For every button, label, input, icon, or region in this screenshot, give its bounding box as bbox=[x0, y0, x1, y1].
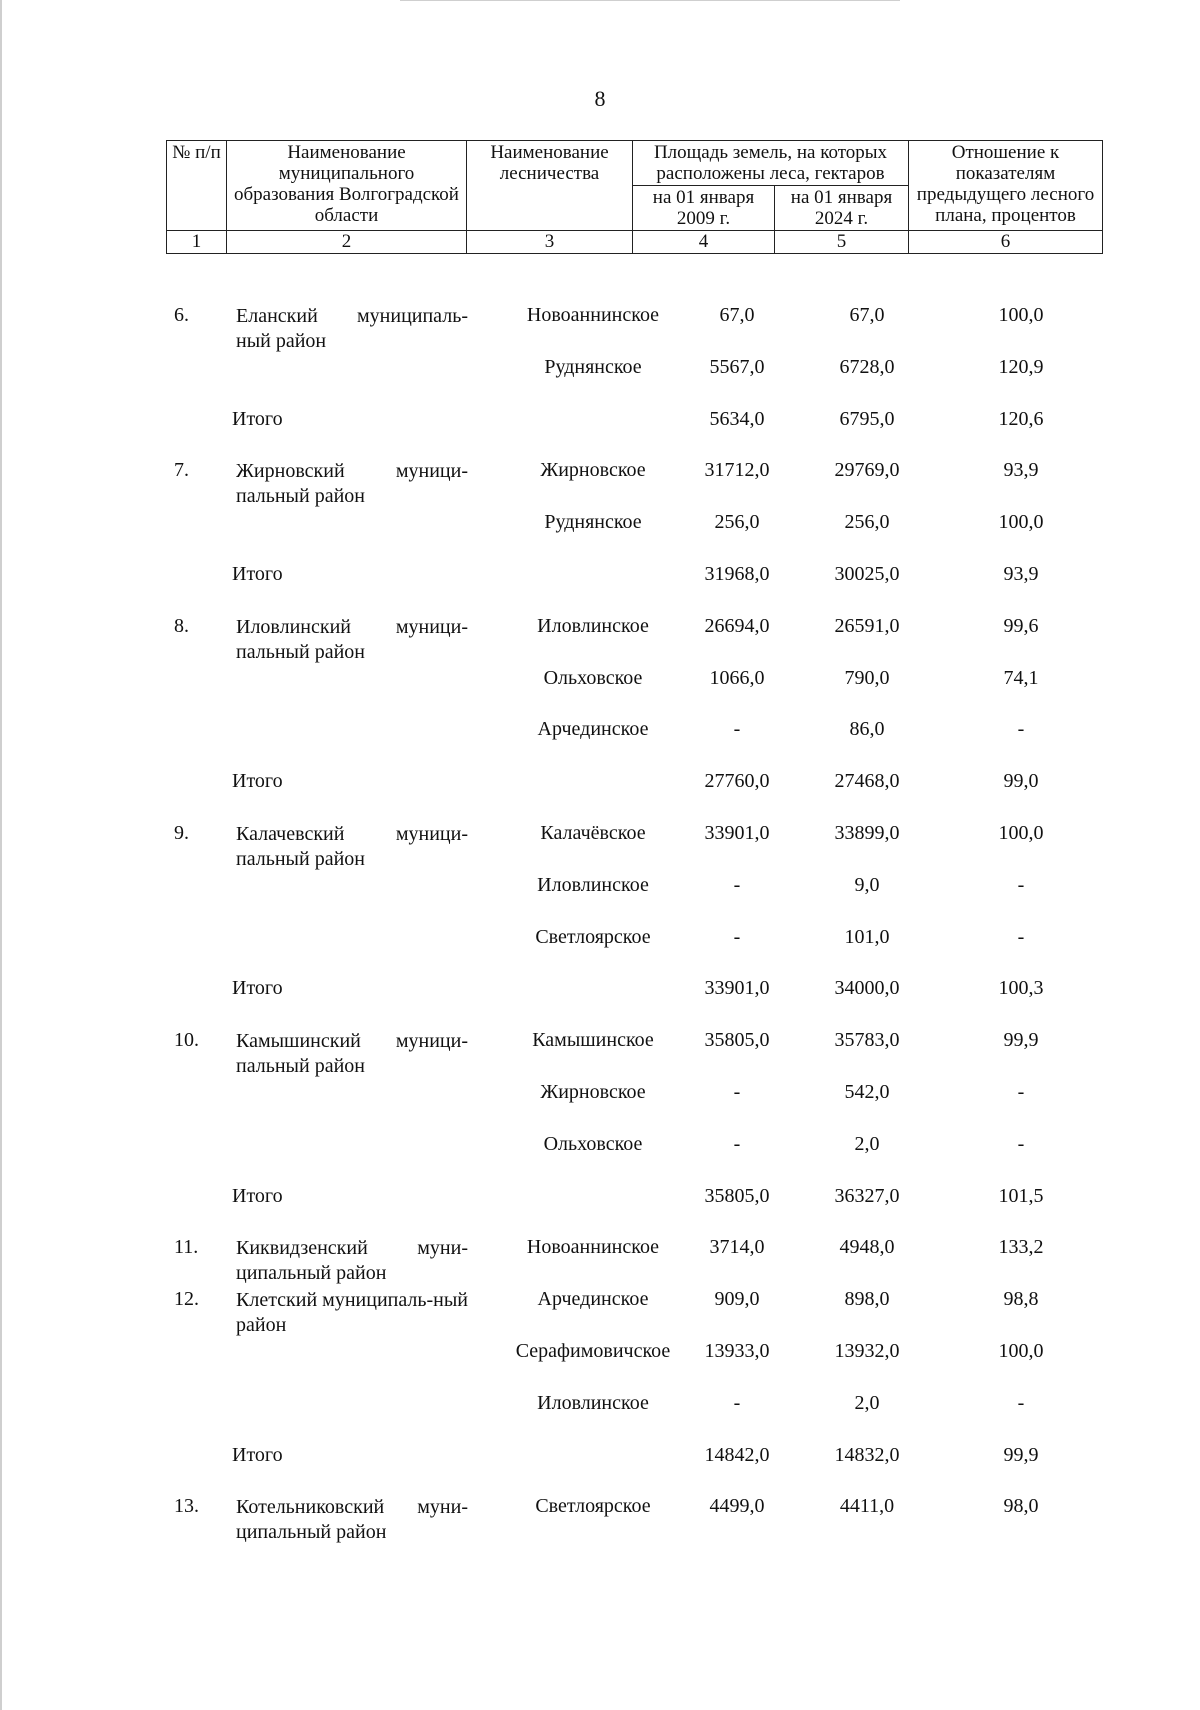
row-number: 6. bbox=[174, 304, 189, 326]
total-label: Итого bbox=[232, 977, 283, 1000]
forestry-name: Ольховское bbox=[543, 666, 643, 689]
table-row bbox=[166, 603, 1102, 663]
area-2009: 27760,0 bbox=[704, 770, 770, 793]
area-2024: 29769,0 bbox=[834, 459, 900, 482]
area-2009: 4499,0 bbox=[709, 1495, 765, 1518]
header-ratio: Отношение к показателям предыдущего лесного плана, процентов bbox=[909, 141, 1103, 231]
area-2024: 33899,0 bbox=[834, 821, 900, 844]
table-row bbox=[166, 1328, 1102, 1380]
forestry-name: Арчединское bbox=[537, 1288, 649, 1311]
ratio-percent: - bbox=[1017, 1391, 1025, 1414]
ratio-percent: 120,6 bbox=[998, 407, 1044, 430]
area-2024: 27468,0 bbox=[834, 770, 900, 793]
header-area: Площадь земель, на которых расположены леса, гектаров bbox=[633, 141, 909, 186]
forestry-name: Светлоярское bbox=[535, 925, 651, 948]
column-index: 1 bbox=[167, 231, 227, 254]
municipality-name: Еланский муниципаль-ный район bbox=[236, 305, 468, 352]
table-header bbox=[166, 140, 1103, 254]
area-2009: 33901,0 bbox=[704, 977, 770, 1000]
table-row bbox=[166, 1224, 1102, 1285]
municipality-name: Камышинский муници-пальный район bbox=[236, 1030, 468, 1078]
area-2009: - bbox=[733, 1391, 741, 1414]
forestry-name: Новоаннинское bbox=[526, 304, 660, 326]
forestry-name: Руднянское bbox=[544, 355, 642, 378]
table-body bbox=[166, 292, 1102, 1544]
table-row bbox=[166, 1069, 1102, 1121]
forestry-name: Руднянское bbox=[544, 511, 642, 534]
table-row bbox=[166, 1017, 1102, 1078]
area-2024: 542,0 bbox=[844, 1080, 890, 1103]
row-number: 13. bbox=[174, 1495, 199, 1518]
column-index: 2 bbox=[227, 231, 467, 254]
area-2024: 86,0 bbox=[849, 718, 885, 741]
forestry-name: Серафимовичское bbox=[515, 1339, 671, 1362]
area-2009: 31968,0 bbox=[704, 562, 770, 585]
municipality-name: Калачевский муници-пальный район bbox=[236, 822, 468, 870]
table-row bbox=[166, 344, 1102, 396]
ratio-percent: 93,9 bbox=[1003, 459, 1039, 482]
header-municipality: Наименование муниципального образования Волгоградской области bbox=[227, 141, 467, 231]
table-row-total bbox=[166, 551, 1102, 603]
area-2024: 35783,0 bbox=[834, 1029, 900, 1052]
row-number: 9. bbox=[174, 821, 189, 844]
ratio-percent: 100,0 bbox=[998, 304, 1044, 326]
ratio-percent: 99,9 bbox=[1003, 1443, 1039, 1466]
area-2009: - bbox=[733, 925, 741, 948]
area-2009: 13933,0 bbox=[704, 1339, 770, 1362]
area-2024: 4411,0 bbox=[839, 1495, 895, 1518]
table-row-total bbox=[166, 758, 1102, 810]
table-row bbox=[166, 810, 1102, 870]
area-2009: 67,0 bbox=[719, 304, 755, 326]
municipality-name: Киквидзенский муни-ципальный район bbox=[236, 1237, 468, 1285]
area-2009: 1066,0 bbox=[709, 666, 765, 689]
area-2009: 26694,0 bbox=[704, 614, 770, 637]
area-2024: 67,0 bbox=[849, 304, 885, 326]
ratio-percent: 74,1 bbox=[1003, 666, 1039, 689]
area-2024: 30025,0 bbox=[834, 562, 900, 585]
scan-edge-left bbox=[0, 0, 2, 1710]
ratio-percent: 100,3 bbox=[998, 977, 1044, 1000]
table-row bbox=[166, 447, 1102, 508]
total-label: Итого bbox=[232, 562, 283, 585]
area-2009: 5634,0 bbox=[709, 407, 765, 430]
ratio-percent: 100,0 bbox=[998, 511, 1044, 534]
ratio-percent: - bbox=[1017, 718, 1025, 741]
column-index: 6 bbox=[909, 231, 1103, 254]
column-index: 3 bbox=[467, 231, 633, 254]
municipality-name: Котельниковский муни-ципальный район bbox=[236, 1496, 468, 1544]
area-2009: 35805,0 bbox=[704, 1184, 770, 1207]
area-2009: 35805,0 bbox=[704, 1029, 770, 1052]
area-2024: 101,0 bbox=[844, 925, 890, 948]
ratio-percent: 133,2 bbox=[998, 1236, 1044, 1259]
ratio-percent: 120,9 bbox=[998, 355, 1044, 378]
column-index: 5 bbox=[775, 231, 909, 254]
forestry-name: Иловлинское bbox=[537, 614, 649, 637]
header-area-2024: на 01 января 2024 г. bbox=[775, 186, 909, 231]
area-2024: 14832,0 bbox=[834, 1443, 900, 1466]
header-area-2009: на 01 января 2009 г. bbox=[633, 186, 775, 231]
forestry-name: Калачёвское bbox=[540, 821, 646, 844]
area-2009: 33901,0 bbox=[704, 821, 770, 844]
column-index: 4 bbox=[633, 231, 775, 254]
table-row-total bbox=[166, 396, 1102, 448]
area-2024: 36327,0 bbox=[834, 1184, 900, 1207]
area-2009: - bbox=[733, 1080, 741, 1103]
area-2009: 909,0 bbox=[714, 1288, 760, 1311]
table-row bbox=[166, 655, 1102, 707]
ratio-percent: 99,0 bbox=[1003, 770, 1039, 793]
table-row bbox=[166, 862, 1102, 914]
area-2009: 14842,0 bbox=[704, 1443, 770, 1466]
table-row-total bbox=[166, 965, 1102, 1017]
area-2009: 31712,0 bbox=[704, 459, 770, 482]
ratio-percent: 101,5 bbox=[998, 1184, 1044, 1207]
area-2024: 790,0 bbox=[844, 666, 890, 689]
ratio-percent: - bbox=[1017, 925, 1025, 948]
header-forestry: Наименование лесничества bbox=[467, 141, 633, 231]
municipality-name: Клетский муниципаль-ный район bbox=[236, 1289, 469, 1337]
forestry-name: Арчединское bbox=[537, 718, 649, 741]
area-2009: - bbox=[733, 1132, 741, 1155]
area-2024: 6728,0 bbox=[839, 355, 895, 378]
forestry-name: Новоаннинское bbox=[526, 1236, 660, 1259]
forestry-name: Жирновское bbox=[540, 1080, 646, 1103]
ratio-percent: 98,8 bbox=[1003, 1288, 1039, 1311]
total-label: Итого bbox=[232, 407, 283, 430]
forestry-name: Камышинское bbox=[532, 1029, 654, 1052]
row-number: 11. bbox=[174, 1236, 199, 1259]
area-2009: - bbox=[733, 718, 741, 741]
area-2009: 3714,0 bbox=[709, 1236, 765, 1259]
table-row bbox=[166, 914, 1102, 966]
forestry-name: Ольховское bbox=[543, 1132, 643, 1155]
area-2024: 13932,0 bbox=[834, 1339, 900, 1362]
ratio-percent: 100,0 bbox=[998, 1339, 1044, 1362]
row-number: 8. bbox=[174, 614, 189, 637]
forestry-name: Иловлинское bbox=[537, 873, 649, 896]
area-2024: 256,0 bbox=[844, 511, 890, 534]
ratio-percent: 98,0 bbox=[1003, 1495, 1039, 1518]
table-row bbox=[166, 1276, 1102, 1337]
area-2024: 4948,0 bbox=[839, 1236, 895, 1259]
table-row bbox=[166, 1121, 1102, 1173]
total-label: Итого bbox=[232, 770, 283, 793]
area-2009: 256,0 bbox=[714, 511, 760, 534]
ratio-percent: 99,6 bbox=[1003, 614, 1039, 637]
area-2024: 26591,0 bbox=[834, 614, 900, 637]
municipality-name: Иловлинский муници-пальный район bbox=[236, 615, 468, 663]
scan-edge-top bbox=[400, 0, 900, 1]
table-row bbox=[166, 1380, 1102, 1432]
row-number: 10. bbox=[174, 1029, 199, 1052]
area-2009: 5567,0 bbox=[709, 355, 765, 378]
row-number: 12. bbox=[174, 1288, 199, 1311]
ratio-percent: - bbox=[1017, 873, 1025, 896]
page-number: 8 bbox=[594, 86, 606, 111]
municipality-name: Жирновский муници-пальный район bbox=[236, 460, 468, 508]
forestry-name: Светлоярское bbox=[535, 1495, 651, 1518]
area-2024: 2,0 bbox=[854, 1391, 880, 1414]
ratio-percent: 93,9 bbox=[1003, 562, 1039, 585]
forestry-name: Иловлинское bbox=[537, 1391, 649, 1414]
table-row bbox=[166, 1483, 1102, 1544]
table-row-total bbox=[166, 1173, 1102, 1225]
ratio-percent: - bbox=[1017, 1132, 1025, 1155]
area-2024: 6795,0 bbox=[839, 407, 895, 430]
forestry-name: Жирновское bbox=[540, 459, 646, 482]
area-2024: 9,0 bbox=[854, 873, 880, 896]
total-label: Итого bbox=[232, 1184, 283, 1207]
header-number: № п/п bbox=[167, 141, 227, 231]
ratio-percent: 100,0 bbox=[998, 821, 1044, 844]
ratio-percent: 99,9 bbox=[1003, 1029, 1039, 1052]
area-2024: 34000,0 bbox=[834, 977, 900, 1000]
table-row bbox=[166, 706, 1102, 758]
area-2009: - bbox=[733, 873, 741, 896]
table-row bbox=[166, 499, 1102, 551]
row-number: 7. bbox=[174, 459, 189, 482]
area-2024: 2,0 bbox=[854, 1132, 880, 1155]
total-label: Итого bbox=[232, 1443, 283, 1466]
table-row bbox=[166, 292, 1102, 352]
ratio-percent: - bbox=[1017, 1080, 1025, 1103]
table-row-total bbox=[166, 1432, 1102, 1484]
area-2024: 898,0 bbox=[844, 1288, 890, 1311]
